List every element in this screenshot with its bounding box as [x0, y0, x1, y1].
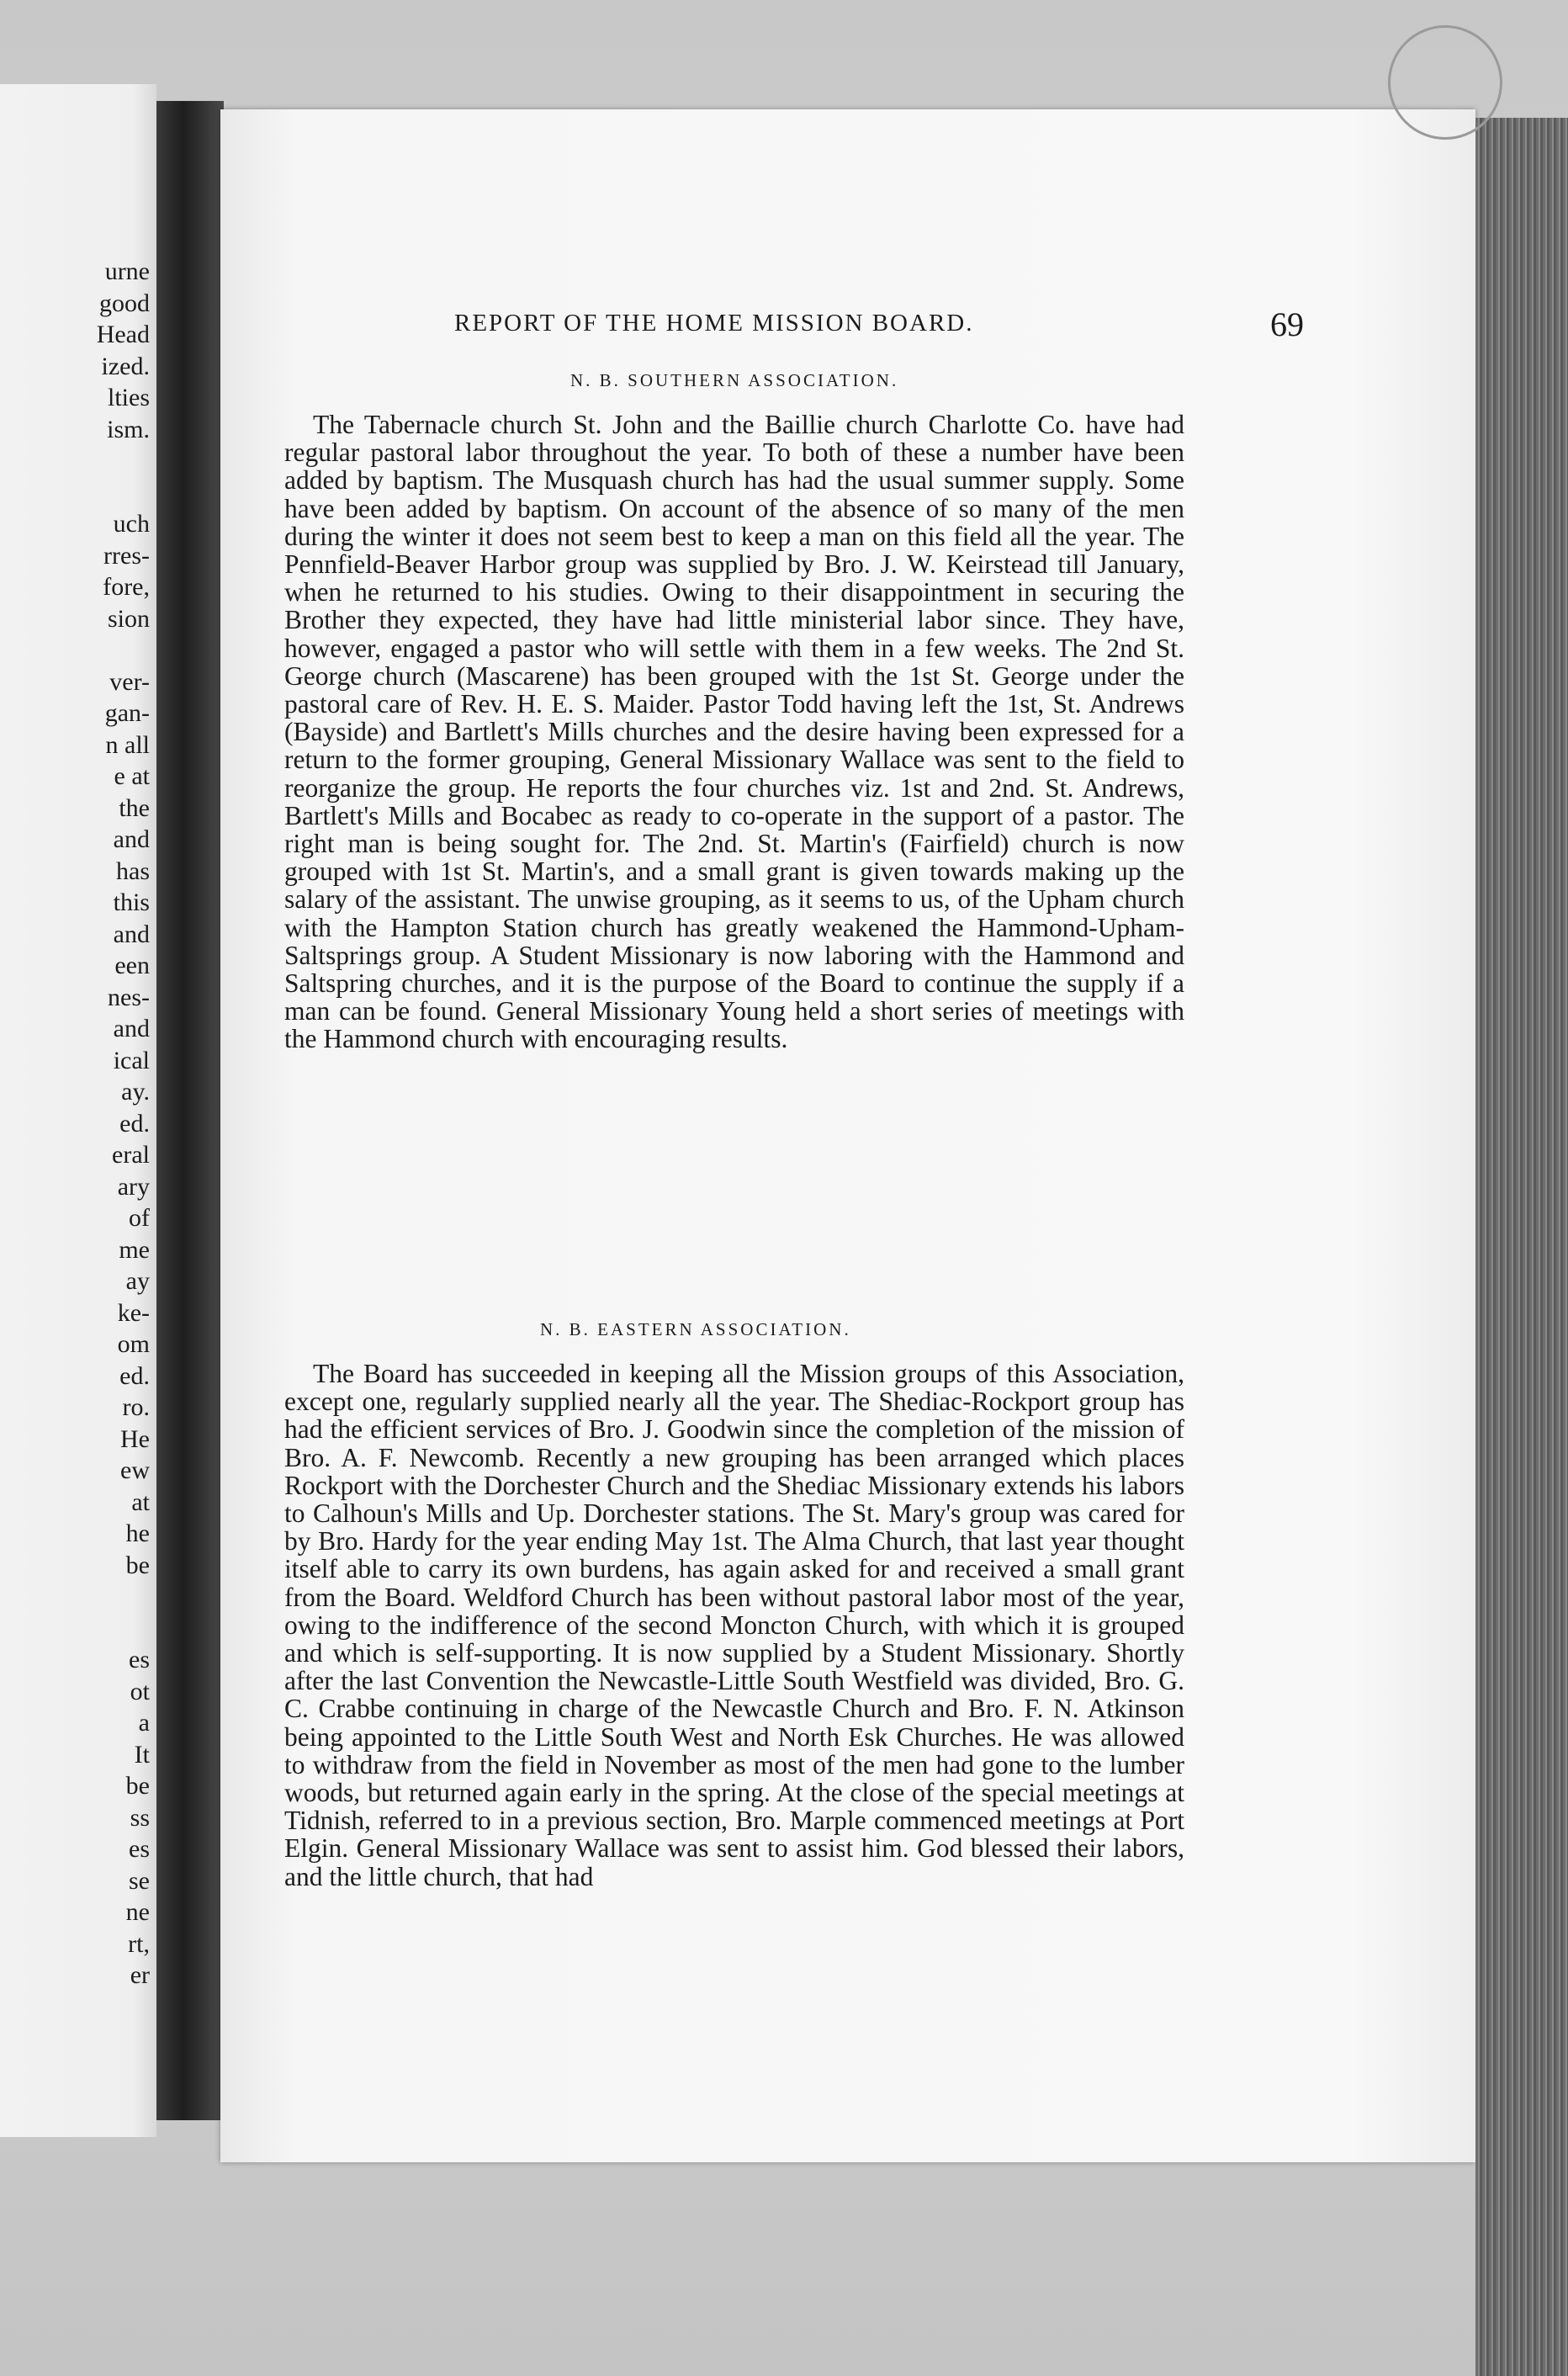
facing-page-line: om: [117, 1330, 150, 1358]
facing-page-line: ro.: [122, 1393, 150, 1421]
facing-page-line: this: [113, 888, 150, 916]
facing-page-line: ay: [125, 1267, 150, 1295]
page-number: 69: [1270, 305, 1304, 343]
facing-page-line: er: [130, 1961, 150, 1989]
facing-page-line: be: [125, 1551, 150, 1579]
facing-page-line: It: [134, 1740, 150, 1769]
facing-page-line: of: [129, 1204, 150, 1232]
facing-page-line: uch: [113, 510, 150, 538]
facing-page-line: ss: [130, 1803, 150, 1832]
running-title: REPORT OF THE HOME MISSION BOARD.: [454, 310, 974, 337]
facing-page-line: nes-: [108, 983, 150, 1011]
running-head: [454, 305, 1304, 347]
facing-page-line: ne: [125, 1898, 150, 1926]
facing-page-line: good: [99, 289, 150, 317]
facing-page-line: ical: [113, 1046, 150, 1074]
facing-page-line: ized.: [101, 352, 150, 380]
facing-page-line: n all: [105, 730, 150, 759]
facing-page-line: ew: [120, 1456, 150, 1484]
facing-page-line: at: [131, 1488, 150, 1516]
section-body-eastern: The Board has succeeded in keeping all the Mission groups of this Association, except one, regularly supplied nearly all the year. The Shediac-Rockport group has had the efficient services of Bro. J. Goodwin since the completion of the mission of Bro. A. F. Newcomb. Recently a new grouping has been arranged which places Rockport with the Dorchester Church and the Shediac Missionary extends his labors to Calhoun's Mills and Up. Dorchester stations. The St. Mary's group was cared for by Bro. Hardy for the year ending May 1st. The Alma Church, that last year thought itself able to carry its own burdens, has again asked for and received a small grant from the Board. Weldford Church has been without pastoral labor most of the year, owing to the indifference of the second Moncton Church, with which it is grouped and which is self-supporting. It is now supplied by a Student Missionary. Shortly after the last Convention the Newcastle-Little South Westfield was divided, Bro. G. C. Crabbe continuing in charge of the Newcastle Church and Bro. F. N. Atkinson being appointed to the Little South West and North Esk Churches. He was allowed to withdraw from the field in November as most of the men had gone to the lumber woods, but returned again early in the spring. At the close of the special meetings at Tidnish, referred to in a previous section, Bro. Marple commenced meetings at Port Elgin. General Missionary Wallace was sent to assist him. God blessed their labors, and the little church, that had: [284, 1359, 1184, 1891]
facing-page-line: me: [119, 1235, 150, 1264]
facing-page-line: ot: [130, 1677, 150, 1705]
section-heading-southern: N. B. SOUTHERN ASSOCIATION.: [570, 370, 899, 390]
section-heading-eastern: N. B. EASTERN ASSOCIATION.: [540, 1319, 851, 1339]
section-body-southern: The Tabernacle church St. John and the Baillie church Charlotte Co. have had regular pastoral labor throughout the year. To both of these a number have been added by baptism. The Musquash church has had the usual summer supply. Some have been added by baptism. On account of the absence of so many of the men during the winter it does not seem best to keep a man on this field all the year. The Pennfield-Beaver Harbor group was supplied by Bro. J. W. Keirstead till January, when he returned to his studies. Owing to their disappointment in securing the Brother they expected, they have had little ministerial labor since. They have, however, engaged a pastor who will settle with them in a few weeks. The 2nd St. George church (Mascarene) has been grouped with the 1st St. George under the pastoral care of Rev. H. E. S. Maider. Pastor Todd having left the 1st, St. Andrews (Bayside) and Bartlett's Mills churches and the desire having been expressed for a return to the former grouping, General Missionary Wallace was sent to the field to reorganize the group. He reports the four churches viz. 1st and 2nd. St. Andrews, Bartlett's Mills and Bocabec as ready to co-operate in the support of a pastor. The right man is being sought for. The 2nd. St. Martin's (Fairfield) church is now grouped with 1st St. Martin's, and a small grant is given towards making up the salary of the assistant. The unwise grouping, as it seems to us, of the Upham church with the Hampton Station church has greatly weakened the Hammond-Upham-Saltsprings group. A Student Missionary is now laboring with the Hammond and Saltspring churches, and it is the purpose of the Board to continue the supply if a man can be found. General Missionary Young held a short series of meetings with the Hammond church with encouraging results.: [284, 410, 1184, 1054]
facing-page-line: a: [138, 1709, 150, 1737]
facing-page-line: ed.: [119, 1361, 150, 1390]
facing-page-line: He: [120, 1424, 150, 1453]
book-gutter: [156, 101, 224, 2120]
facing-page-line: and: [113, 825, 150, 853]
facing-page-line: ary: [117, 1172, 150, 1201]
facing-page-line: rt,: [128, 1929, 150, 1958]
facing-page-line: es: [129, 1835, 150, 1863]
facing-page-line: he: [125, 1519, 150, 1547]
facing-page-line: gan-: [104, 699, 150, 727]
facing-page: [0, 84, 156, 2137]
facing-page-line: Head: [96, 321, 150, 348]
facing-page-line: se: [129, 1866, 150, 1895]
facing-page-line: rres-: [103, 541, 150, 570]
facing-page-line: ver-: [109, 667, 150, 696]
facing-page-line: ke-: [117, 1298, 150, 1327]
facing-page-line: e at: [114, 762, 150, 790]
facing-page-line: eral: [112, 1141, 150, 1169]
facing-page-line: ism.: [107, 415, 150, 443]
facing-page-line: and: [113, 920, 150, 948]
facing-page-line: has: [116, 857, 150, 885]
scan-ring-mark: [1388, 25, 1502, 140]
facing-page-line: urne: [104, 257, 150, 285]
facing-page-line: sion: [107, 604, 150, 633]
facing-page-line: ay.: [121, 1078, 150, 1106]
facing-page-line: the: [119, 793, 150, 822]
facing-page-line: lties: [108, 384, 150, 411]
facing-page-line: and: [113, 1015, 150, 1042]
facing-page-line: be: [125, 1772, 150, 1800]
facing-page-line: ed.: [119, 1109, 150, 1138]
facing-page-line: fore,: [103, 573, 150, 601]
facing-page-line: een: [114, 952, 150, 979]
book-edge: [1475, 118, 1568, 2376]
facing-page-line: es: [129, 1646, 150, 1673]
